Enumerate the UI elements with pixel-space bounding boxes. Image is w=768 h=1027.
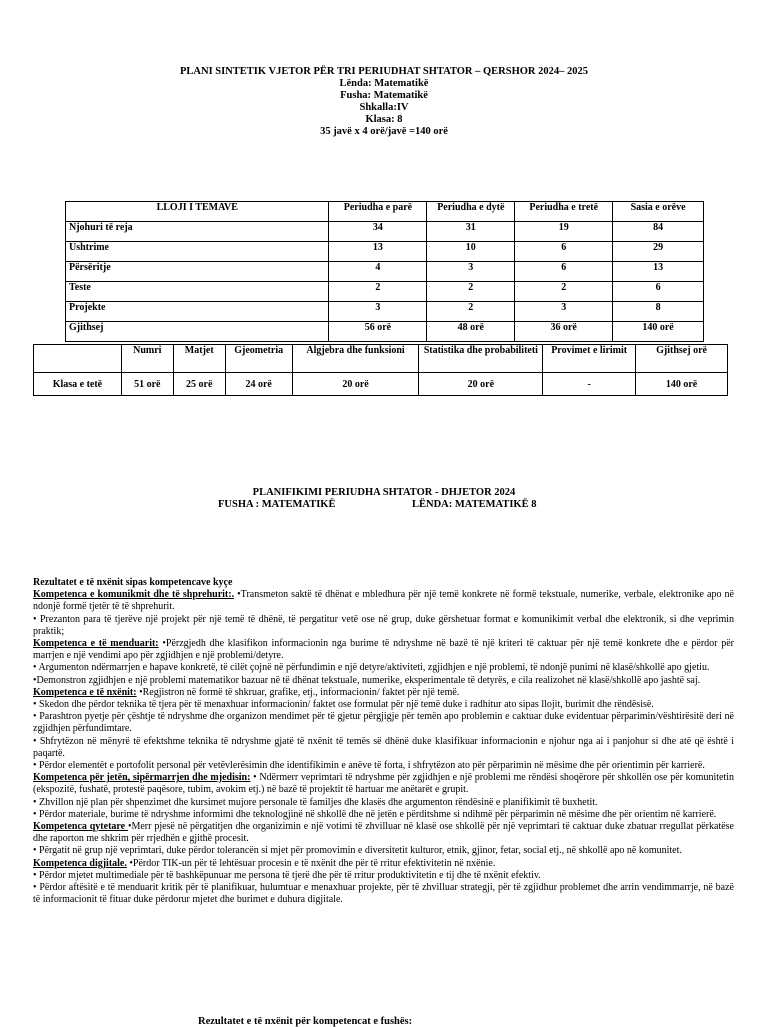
list-item: • Argumenton ndërmarrjen e hapave konkretë, të cilët çojnë në përfundimin e një detyre/aktiviteti, zgjidhjen e një problemi, të ndonjë punimi në klasë/shkollë apo gjetiu. [33, 662, 710, 674]
table-cell: 6 [515, 262, 613, 282]
table-header-cell: Provimet e lirimit [543, 345, 636, 373]
field-competences-heading: Rezultatet e të nxënit për kompetencat e fushës: [198, 1016, 413, 1027]
competence-paragraph [33, 687, 734, 699]
competence-paragraph [33, 821, 734, 845]
table-header-cell [34, 345, 122, 373]
list-item: • Prezanton para të tjerëve një projekt për një temë të dhënë, të pergatitur vetë ose në grup, duke gërshetuar format e komunikimit verbal dhe elektronik, si dhe veprimin praktik; [33, 613, 734, 637]
table-cell: 25 orë [173, 373, 225, 396]
table-cell: 3 [329, 302, 427, 322]
plan-heading [0, 487, 768, 511]
table-total-row [66, 322, 704, 342]
table-cell: 84 [613, 222, 704, 242]
table-cell: Klasa e tetë [34, 373, 122, 396]
list-item: • Përdor mjetet multimediale për të bashkëpunuar me persona të tjerë dhe për të rritur produktivitetin e tij dhe të nxënit efektiv. [33, 869, 541, 881]
plan-subject: LËNDA: MATEMATIKË 8 [412, 499, 537, 510]
header-subject: Lënda: Matematikë [339, 78, 429, 89]
table-cell: 19 [515, 222, 613, 242]
table-cell: 3 [427, 262, 515, 282]
topic-type-table [65, 201, 704, 342]
header-title: PLANI SINTETIK VJETOR PËR TRI PERIUDHAT SHTATOR – QERSHOR 2024– 2025 [179, 66, 589, 77]
document-header [0, 66, 768, 138]
competence-text: •Regjistron në formë të shkruar, grafike, etj., informacionin/ faktet për një temë. [136, 686, 460, 698]
table-row [66, 262, 704, 282]
table-row [34, 373, 728, 396]
table-cell: 2 [427, 302, 515, 322]
table-cell: - [543, 373, 636, 396]
table-row [66, 282, 704, 302]
table-header-cell: LLOJI I TEMAVE [66, 202, 329, 222]
list-item: • Zhvillon një plan për shpenzimet dhe kursimet mujore personale të familjes dhe klasës dhe argumenton rëndësinë e planifikimit të buxhetit. [33, 796, 598, 808]
table-cell: 13 [329, 242, 427, 262]
table-header-row [34, 345, 728, 373]
competence-paragraph [33, 858, 734, 870]
table-cell: 29 [613, 242, 704, 262]
table-header-cell: Sasia e orëve [613, 202, 704, 222]
competence-heading: Kompetenca për jetën, sipërmarrjen dhe mjedisin: [33, 772, 251, 784]
competence-heading: Kompetenca e komunikmit dhe të shprehurit:. [33, 589, 235, 601]
competence-text: •Përzgjedh dhe klasifikon informacionin nga burime të ndryshme në bazë të një kriteri të caktuar për një temë konkrete dhe e përdor për marrjen e një vendimi apo për zgjidhjen e një problemi/detyre. [33, 638, 734, 662]
competences-section [33, 577, 734, 906]
table-cell: 13 [613, 262, 704, 282]
table-cell: 56 orë [329, 322, 427, 342]
table-cell: Përsëritje [66, 262, 329, 282]
competence-paragraph [33, 589, 734, 613]
list-item: • Përdor materiale, burime të ndryshme informimi dhe teknologjinë në shkollë dhe në jetën e përditshme si ndihmë për përparimin në mësime dhe për orientim në karrierë. [33, 808, 717, 820]
table-header-cell: Periudha e tretë [515, 202, 613, 222]
competence-text: • Ndërmerr veprimtari të ndryshme për zgjidhjen e një problemi me rëndësi shoqërore për shkollën ose për komunitetin (ekspozitë, fushatë, protestë paqësore, tubim, avokim etj.) në bazë të projektit të hartuar me anëtarët e grupit. [33, 772, 734, 796]
table-header-cell: Statistika dhe probabiliteti [419, 345, 543, 373]
table-cell: 34 [329, 222, 427, 242]
table-header-cell: Algjebra dhe funksioni [292, 345, 419, 373]
list-item: •Demonstron zgjidhjen e një problemi matematikor bazuar në të dhënat tekstuale, numerike, eksperimentale të detyrës, e cila realizohet në klasë/shkollë apo jashtë saj. [33, 674, 701, 686]
list-item: • Parashtron pyetje për çështje të ndryshme dhe organizon mendimet për të gjetur përgjigje për temën apo problemin e caktuar duke evidentuar përparimin/vështirësitë deri në zgjidhjen përfundimtare. [33, 711, 734, 735]
table-cell: 31 [427, 222, 515, 242]
hours-distribution-table [33, 344, 728, 396]
list-item: • Përgatit në grup një veprimtari, duke përdor tolerancën si mjet për promovimin e diversitetit kulturor, etnik, gjinor, fetar, social etj., në shkollë apo në komunitet. [33, 845, 682, 857]
table-cell: 48 orë [427, 322, 515, 342]
list-item: • Përdor elementët e portofolit personal për vetëvlerësimin dhe identifikimin e anëve të forta, i shfrytëzon ato për përparimin në mësime dhe për orientimin për karrierë. [33, 760, 705, 772]
competence-heading: Kompetenca e të nxënit: [33, 686, 137, 698]
table-row [66, 302, 704, 322]
header-class: Klasa: 8 [365, 114, 403, 125]
plan-field: FUSHA : MATEMATIKË [218, 499, 336, 510]
table-row [66, 222, 704, 242]
competence-heading: Kompetenca digjitale. [33, 857, 127, 869]
list-item: • Skedon dhe përdor teknika të tjera për të menaxhuar informacionin/ faktet ose formulat për një temë duke i radhitur ato sipas llojit, burimit dhe rëndësisë. [33, 699, 654, 711]
competence-text: •Merr pjesë në përgatitjen dhe organizimin e një votimi të zhvilluar në klasë ose shkollë për një veprimtari të caktuar duke zbatuar rregullat përkatëse dhe raporton me shkrim për rrjedhën e gjithë procesit. [33, 821, 734, 845]
table-cell: 51 orë [121, 373, 173, 396]
list-item: • Përdor aftësitë e të menduarit kritik për të planifikuar, hulumtuar e menaxhuar projekte, për të zhvilluar strategji, për të zgjidhur problemet dhe arrin vendimmarrje, në bazë të informacionit të fituar duke përdorur mjetet dhe burimet e duhura digjitale. [33, 882, 734, 906]
list-item: • Shfrytëzon në mënyrë të efektshme teknika të ndryshme gjatë të nxënit të temës së dhënë duke klasifikuar informacionin e njohur nga ai i panjohur si dhe atë që është i paqartë. [33, 735, 734, 759]
table-header-cell: Gjithsej orë [636, 345, 728, 373]
table-cell: Teste [66, 282, 329, 302]
table-cell: 8 [613, 302, 704, 322]
competence-heading: Kompetenca e të menduarit: [33, 638, 159, 650]
header-level: Shkalla:IV [359, 102, 409, 113]
table-cell: Ushtrime [66, 242, 329, 262]
table-cell: 140 orë [613, 322, 704, 342]
table-header-cell: Periudha e parë [329, 202, 427, 222]
table-cell: 6 [613, 282, 704, 302]
table-cell: 20 orë [292, 373, 419, 396]
table-cell: Gjithsej [66, 322, 329, 342]
table-header-cell: Periudha e dytë [427, 202, 515, 222]
table-cell: 6 [515, 242, 613, 262]
table-header-cell: Numri [121, 345, 173, 373]
table-cell: 140 orë [636, 373, 728, 396]
competence-paragraph [33, 638, 734, 662]
table-cell: 3 [515, 302, 613, 322]
table-cell: 2 [427, 282, 515, 302]
competence-text: •Përdor TIK-un për të lehtësuar procesin e të nxënit dhe për të rritur efektivitetin në nxënie. [126, 857, 496, 869]
table-row [66, 242, 704, 262]
table-cell: 20 orë [419, 373, 543, 396]
table-cell: 4 [329, 262, 427, 282]
header-hours: 35 javë x 4 orë/javë =140 orë [320, 126, 448, 137]
competences-intro: Rezultatet e të nxënit sipas kompetencave kyçe [33, 577, 233, 588]
competence-paragraph [33, 772, 734, 796]
header-field: Fusha: Matematikë [340, 90, 428, 101]
table-cell: 24 orë [225, 373, 292, 396]
competence-text: •Transmeton saktë të dhënat e mbledhura për një temë konkrete në formë tekstuale, numerike, verbale, elektronike apo në ndonjë formë tjetër të të shprehurit. [33, 589, 734, 613]
table-cell: Projekte [66, 302, 329, 322]
table-cell: Njohuri të reja [66, 222, 329, 242]
table-cell: 2 [329, 282, 427, 302]
table-header-cell: Matjet [173, 345, 225, 373]
table-header-row [66, 202, 704, 222]
plan-title: PLANIFIKIMI PERIUDHA SHTATOR - DHJETOR 2024 [252, 487, 516, 498]
table-cell: 2 [515, 282, 613, 302]
table-cell: 10 [427, 242, 515, 262]
table-cell: 36 orë [515, 322, 613, 342]
table-header-cell: Gjeometria [225, 345, 292, 373]
competence-heading: Kompetenca qytetare [33, 821, 128, 833]
